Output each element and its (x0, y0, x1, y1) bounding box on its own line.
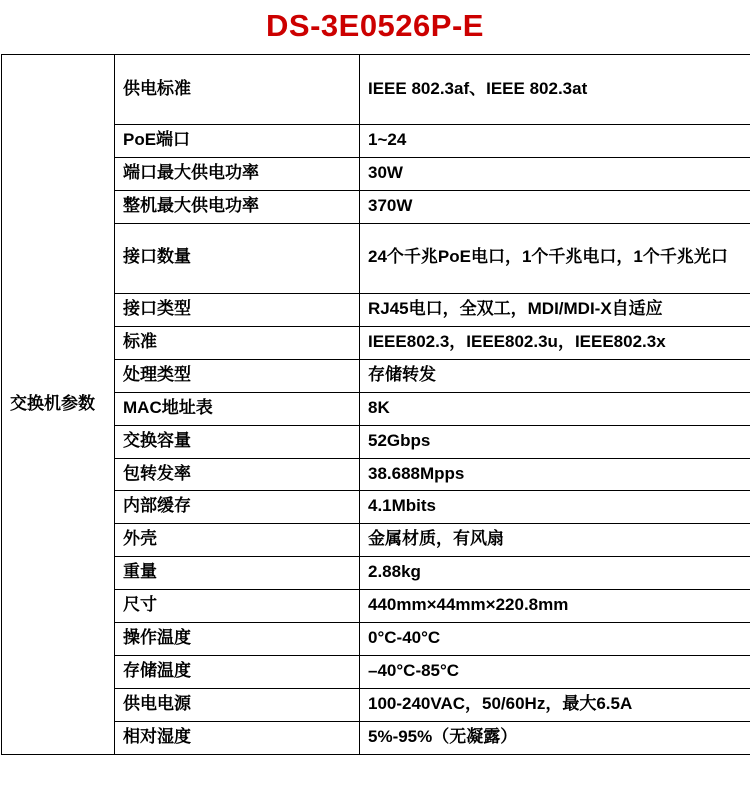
table-row (2, 590, 750, 623)
section-label-cell: 交换机参数 (2, 55, 115, 755)
row-label: 处理类型 (115, 359, 360, 392)
table-row (2, 125, 750, 158)
row-label: 尺寸 (115, 590, 360, 623)
row-value: 5%-95%（无凝露） (360, 722, 750, 755)
row-label: PoE端口 (115, 125, 360, 158)
row-value: RJ45电口，全双工，MDI/MDI-X自适应 (360, 293, 750, 326)
row-label: 接口数量 (115, 223, 360, 293)
row-label: 重量 (115, 557, 360, 590)
table-row (2, 689, 750, 722)
row-value: 30W (360, 157, 750, 190)
row-label: 交换容量 (115, 425, 360, 458)
row-value: 1~24 (360, 125, 750, 158)
row-label: 外壳 (115, 524, 360, 557)
row-label: 接口类型 (115, 293, 360, 326)
table-row (2, 157, 750, 190)
row-label: 相对湿度 (115, 722, 360, 755)
table-row (2, 55, 750, 125)
table-body (2, 55, 750, 755)
table-row (2, 491, 750, 524)
table-row (2, 557, 750, 590)
row-value: 金属材质，有风扇 (360, 524, 750, 557)
row-value: 52Gbps (360, 425, 750, 458)
row-label: MAC地址表 (115, 392, 360, 425)
row-value: 24个千兆PoE电口，1个千兆电口，1个千兆光口 (360, 223, 750, 293)
row-label: 存储温度 (115, 656, 360, 689)
specification-table (1, 54, 750, 755)
row-value: 0°C-40°C (360, 623, 750, 656)
row-value: 2.88kg (360, 557, 750, 590)
row-label: 包转发率 (115, 458, 360, 491)
row-label: 标准 (115, 326, 360, 359)
table-row (2, 190, 750, 223)
row-value: 38.688Mpps (360, 458, 750, 491)
row-value: 存储转发 (360, 359, 750, 392)
row-value: IEEE802.3，IEEE802.3u，IEEE802.3x (360, 326, 750, 359)
row-label: 操作温度 (115, 623, 360, 656)
table-row (2, 326, 750, 359)
row-label: 供电标准 (115, 55, 360, 125)
row-value: 4.1Mbits (360, 491, 750, 524)
row-value: IEEE 802.3af、IEEE 802.3at (360, 55, 750, 125)
table-row (2, 293, 750, 326)
row-value: 440mm×44mm×220.8mm (360, 590, 750, 623)
table-row (2, 359, 750, 392)
table-row (2, 524, 750, 557)
row-label: 端口最大供电功率 (115, 157, 360, 190)
page-title: DS-3E0526P-E (266, 8, 484, 43)
table-row (2, 656, 750, 689)
row-value: –40°C-85°C (360, 656, 750, 689)
row-value: 370W (360, 190, 750, 223)
table-row (2, 425, 750, 458)
table-row (2, 722, 750, 755)
row-label: 内部缓存 (115, 491, 360, 524)
table-row (2, 223, 750, 293)
table-row (2, 623, 750, 656)
row-value: 8K (360, 392, 750, 425)
row-value: 100-240VAC，50/60Hz，最大6.5A (360, 689, 750, 722)
table-row (2, 392, 750, 425)
table-row (2, 458, 750, 491)
row-label: 供电电源 (115, 689, 360, 722)
row-label: 整机最大供电功率 (115, 190, 360, 223)
